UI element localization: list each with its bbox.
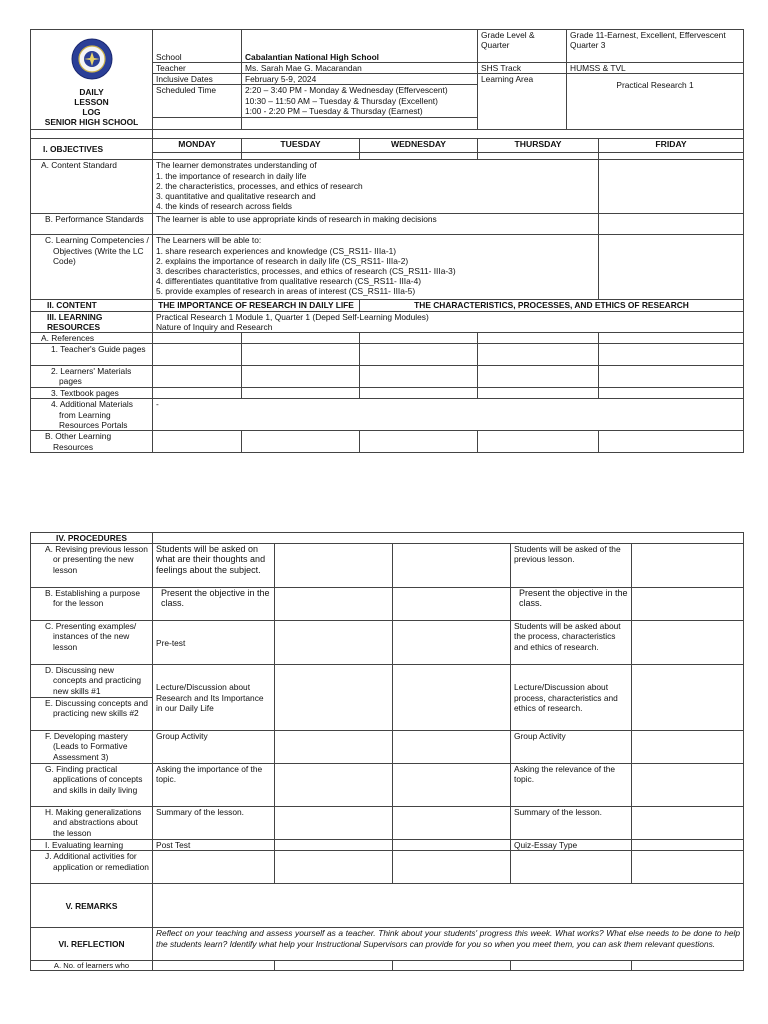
area-label: Learning Area [478,74,567,130]
competencies-value [153,235,599,300]
lc-line: 2. explains the importance of research in daily life (CS_RS11- IIIa-2) [156,255,409,266]
objectives-heading: I. OBJECTIVES [31,139,153,160]
additional-materials-value: - [153,399,744,431]
proc-b-label: B. Establishing a purpose for the lesson [31,588,153,621]
references-label: A. References [31,333,153,344]
proc-d-label: D. Discussing new concepts and practicing new skills #1 [31,665,153,698]
teachers-guide-label: 1. Teacher's Guide pages [31,344,153,366]
day-tuesday: TUESDAY [242,139,360,153]
cs-line: The learner demonstrates understanding of [156,160,317,171]
time-label: Scheduled Time [153,85,242,118]
title-daily: DAILY [79,86,104,97]
proc-i-thursday: Quiz-Essay Type [511,840,632,851]
content-topic-1: THE IMPORTANCE OF RESEARCH IN DAILY LIFE [153,300,360,311]
school-label: School [153,30,242,63]
remarks-heading: V. REMARKS [31,884,153,928]
proc-i-label: I. Evaluating learning [31,840,153,851]
proc-g-label: G. Finding practical applications of concepts and skills in daily living [31,764,153,807]
procedures-heading: IV. PROCEDURES [31,533,153,544]
performance-value: The learner is able to use appropriate kinds of research in making decisions [153,214,599,235]
track-value: HUMSS & TVL [567,63,744,74]
grade-label: Grade Level & Quarter [478,30,567,63]
proc-f-thursday: Group Activity [511,731,632,764]
proc-c-monday: Pre-test [153,621,275,665]
area-value: Practical Research 1 [567,74,744,130]
proc-i-monday: Post Test [153,840,275,851]
cs-line: 3. quantitative and qualitative research and [156,191,316,202]
resources-heading: III. LEARNING RESOURCES [31,311,153,332]
school-value: Cabalantian National High School [242,30,478,63]
time-values [242,85,478,118]
cs-line: 1. the importance of research in daily life [156,170,307,181]
track-label: SHS Track [478,63,567,74]
proc-b-monday: Present the objective in the class. [153,588,275,621]
cs-line: 4. the kinds of research across fields [156,201,292,212]
learners-materials-label: 2. Learners' Materials pages [31,366,153,388]
reflection-a-label: A. No. of learners who [31,961,153,971]
content-topic-2: THE CHARACTERISTICS, PROCESSES, AND ETHICS OF RESEARCH [360,300,744,311]
cs-line: 2. the characteristics, processes, and ethics of research [156,180,363,191]
reflection-heading: VI. REFLECTION [31,928,153,961]
day-monday: MONDAY [153,139,242,153]
proc-c-label: C. Presenting examples/ instances of the new lesson [31,621,153,665]
dll-header-table [30,29,744,453]
lc-line: 1. share research experiences and knowledge (CS_RS11- IIIa-1) [156,245,397,256]
performance-label: B. Performance Standards [31,214,153,235]
proc-f-monday: Group Activity [153,731,275,764]
textbook-label: 3. Textbook pages [31,388,153,399]
proc-de-thursday: Lecture/Discussion about process, characteristics and ethics of research. [511,665,632,731]
procedures-table [30,532,744,971]
dates-label: Inclusive Dates [153,74,242,85]
resources-value [153,311,744,332]
content-heading: II. CONTENT [31,300,153,311]
deped-seal-icon [71,38,113,80]
competencies-label: C. Learning Competencies / Objectives (Write the LC Code) [31,235,153,300]
day-wednesday: WEDNESDAY [360,139,478,153]
grade-value: Grade 11-Earnest, Excellent, Effervescent Quarter 3 [567,30,744,63]
time-line-1: 2:20 – 3:40 PM - Monday & Wednesday (Effervescent) [245,85,448,96]
proc-a-thursday: Students will be asked of the previous lesson. [511,544,632,588]
dates-value: February 5-9, 2024 [242,74,478,85]
proc-a-label: A. Revising previous lesson or presenting the new lesson [31,544,153,588]
proc-b-thursday: Present the objective in the class. [511,588,632,621]
teacher-value: Ms. Sarah Mae G. Macarandan [242,63,478,74]
day-friday: FRIDAY [599,139,744,153]
time-line-3: 1:00 - 2:20 PM – Tuesday & Thursday (Earnest) [245,105,423,116]
proc-e-label: E. Discussing concepts and practicing new skills #2 [31,698,153,731]
title-log: LOG [82,107,101,117]
lc-line: 4. differentiates quantitative from qualitative research (CS_RS11- IIIa-4) [156,276,422,287]
lc-line: The Learners will be able to: [156,235,262,246]
title-lesson: LESSON [74,96,109,107]
proc-g-thursday: Asking the relevance of the topic. [511,764,632,807]
teacher-label: Teacher [153,63,242,74]
proc-a-monday: Students will be asked on what are their thoughts and feelings about the subject. [153,544,275,588]
reflection-text: Reflect on your teaching and assess yourself as a teacher. Think about your students' progress this week. What works? What else needs to be done to help the students learn? Identify what help your Instructional Supervisors can provide for you so when you meet them, you can ask them relevant questions. [153,928,744,961]
resources-line-1: Practical Research 1 Module 1, Quarter 1 (Deped Self-Learning Modules) [156,311,429,322]
proc-c-thursday: Students will be asked about the process, characteristics and ethics of research. [511,621,632,665]
other-resources-label: B. Other Learning Resources [31,431,153,453]
proc-h-monday: Summary of the lesson. [153,807,275,840]
proc-h-label: H. Making generalizations and abstractions about the lesson [31,807,153,840]
resources-line-2: Nature of Inquiry and Research [156,321,273,332]
header-title-cell [31,30,153,130]
proc-f-label: F. Developing mastery (Leads to Formative Assessment 3) [31,731,153,764]
title-shs: SENIOR HIGH SCHOOL [44,117,139,128]
day-thursday: THURSDAY [478,139,599,153]
proc-j-label: J. Additional activities for application or remediation [31,851,153,884]
lc-line: 5. provide examples of research in areas of interest (CS_RS11- IIIa-5) [156,286,416,297]
proc-de-monday: Lecture/Discussion about Research and Its Importance in our Daily Life [153,665,275,731]
proc-h-thursday: Summary of the lesson. [511,807,632,840]
deped-seal [34,38,149,82]
content-standard-value [153,160,599,214]
proc-g-monday: Asking the importance of the topic. [153,764,275,807]
time-line-2: 10:30 – 11:50 AM – Tuesday & Thursday (Excellent) [245,95,438,106]
additional-materials-label: 4. Additional Materials from Learning Resources Portals [31,399,153,431]
content-standard-label: A. Content Standard [31,160,153,214]
lc-line: 3. describes characteristics, processes, and ethics of research (CS_RS11- IIIa-3) [156,266,456,277]
